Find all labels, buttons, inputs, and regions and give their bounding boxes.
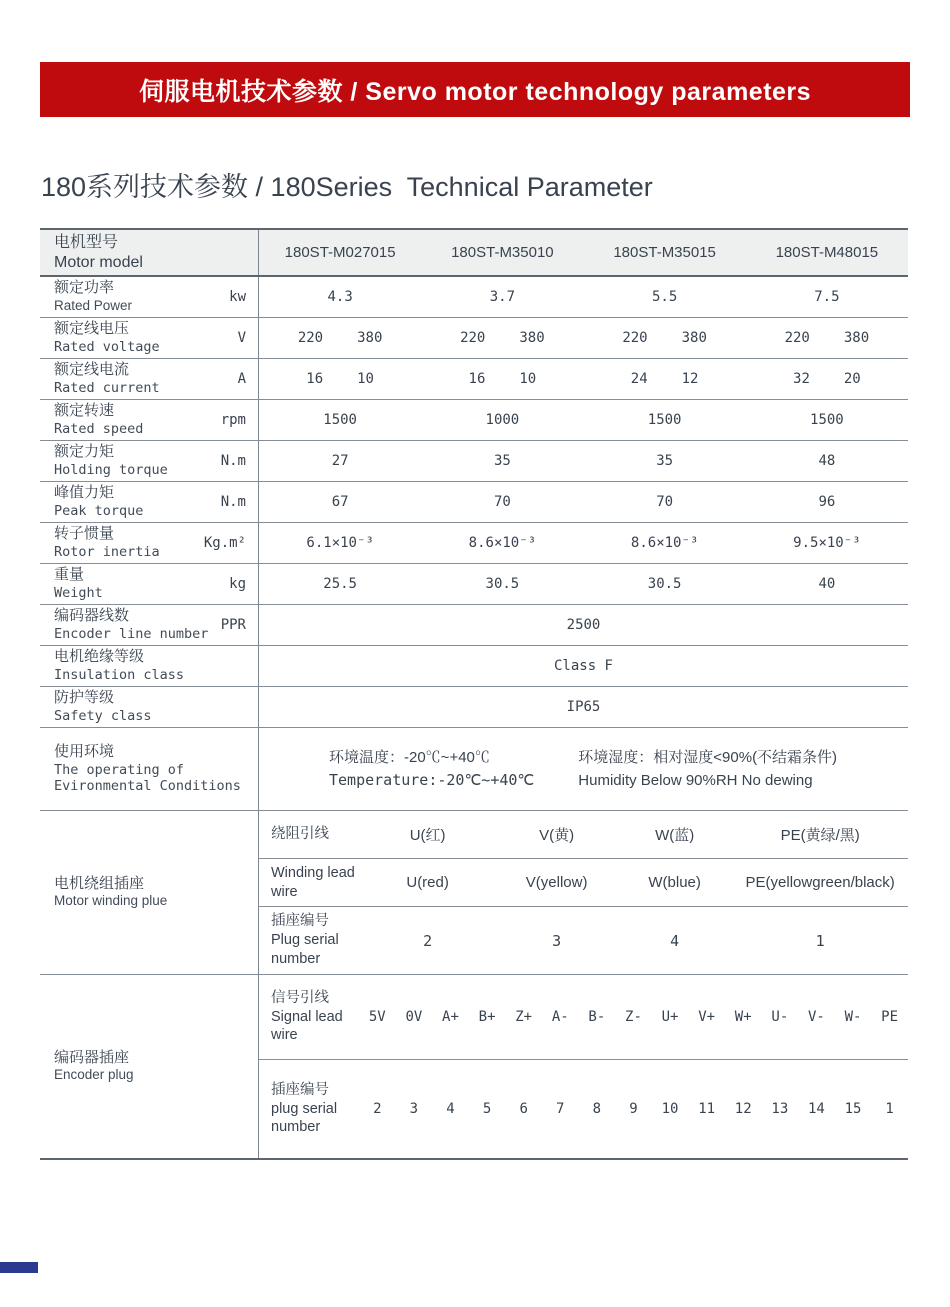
value-cell: 9.5×10⁻³ (793, 535, 861, 551)
row-label-cell (40, 646, 259, 686)
encoder-signal-row (259, 975, 908, 1060)
value-a: 220 (622, 330, 648, 346)
row-label-zh: 峰值力矩 (54, 484, 115, 502)
footer-page-marker (0, 1262, 38, 1273)
serial-value: 13 (771, 1101, 789, 1117)
winding-serial-label-zh: 插座编号 (271, 913, 329, 930)
environment-content (259, 728, 908, 810)
value-cell: 25.5 (323, 576, 357, 592)
table-row-holding-torque (40, 441, 908, 482)
value-cell (421, 371, 583, 387)
row-label-zh: 使用环境 (54, 742, 115, 760)
row-label-en: Peak torque (54, 502, 144, 519)
serial-value: 2 (423, 931, 433, 950)
encoder-content (259, 975, 908, 1158)
signal-value: B- (588, 1009, 606, 1025)
section-label-cell (40, 975, 259, 1158)
value-b: 380 (843, 330, 870, 346)
signal-value: 5V (368, 1009, 386, 1025)
row-label-zh: 防护等级 (54, 689, 115, 707)
value-a: 16 (468, 371, 486, 387)
winding-wire-label-zh: 绕阻引线 (271, 826, 329, 843)
model-name: 180ST-M48015 (775, 244, 879, 261)
value-cell (746, 371, 908, 387)
encoder-serial-label-zh: 插座编号 (271, 1081, 329, 1098)
winding-serial-label (259, 912, 359, 969)
row-label-zh: 重量 (54, 566, 85, 584)
section-label-zh: 电机绕组插座 (54, 874, 145, 892)
row-label-zh: 额定转速 (54, 402, 115, 420)
header-label-cell (40, 230, 259, 275)
value-cell: 48 (818, 453, 836, 469)
value-cell: 96 (818, 494, 836, 510)
value-cell: 7.5 (814, 289, 840, 305)
value-cell: 35 (493, 453, 511, 469)
row-values (259, 400, 908, 440)
header-label-zh: 电机型号 (54, 233, 119, 251)
wire-value: W(blue) (648, 874, 701, 891)
value-cell: 8.6×10⁻³ (468, 535, 537, 551)
value-cell: 1500 (810, 412, 844, 428)
row-label-cell (40, 564, 259, 604)
row-label-zh: 额定线电压 (54, 320, 130, 338)
value-cell: 1500 (323, 412, 357, 428)
value-b: 20 (843, 371, 861, 387)
value-a: 220 (784, 330, 810, 346)
value-a: 220 (460, 330, 486, 346)
span-value: IP65 (566, 699, 601, 715)
value-cell: 3.7 (489, 289, 516, 305)
row-values (259, 564, 908, 604)
serial-value: 6 (519, 1101, 528, 1117)
value-b: 380 (519, 330, 545, 346)
span-value: 2500 (566, 617, 601, 633)
table-row-weight (40, 564, 908, 605)
value-b: 380 (357, 330, 383, 346)
serial-value: 4 (670, 931, 680, 950)
humidity-zh: 环境湿度：相对湿度<90%(不结霜条件) (578, 748, 838, 766)
row-values (259, 605, 908, 645)
serial-value: 7 (556, 1101, 565, 1117)
row-label-en: Rotor inertia (54, 543, 160, 560)
table-row-encoder-lines (40, 605, 908, 646)
row-label-cell (40, 441, 259, 481)
row-unit: rpm (220, 412, 246, 428)
value-cell (584, 371, 746, 387)
value-cell: 30.5 (485, 576, 520, 592)
value-cell: 8.6×10⁻³ (630, 535, 699, 551)
signal-value: U+ (661, 1009, 679, 1025)
row-label-cell (40, 523, 259, 563)
row-values (259, 646, 908, 686)
row-unit: N.m (220, 494, 246, 510)
row-label-en: Safety class (54, 707, 152, 724)
table-header-row (40, 230, 908, 277)
value-cell (746, 330, 908, 346)
row-label-cell (40, 359, 259, 399)
spec-table (40, 228, 908, 1160)
table-row-rated-current (40, 359, 908, 400)
wire-value: W(蓝) (655, 827, 695, 844)
section-label-en: Motor winding plue (54, 893, 168, 909)
row-label-zh: 额定功率 (54, 279, 115, 297)
table-section-encoder-plug (40, 975, 908, 1158)
signal-value: B+ (478, 1009, 496, 1025)
row-label-en: Holding torque (54, 461, 168, 478)
table-row-environment (40, 728, 908, 811)
table-row-rotor-inertia (40, 523, 908, 564)
model-name: 180ST-M35010 (451, 244, 554, 261)
serial-value: 9 (629, 1101, 638, 1117)
value-cell: 67 (331, 494, 349, 510)
wire-value: PE(yellowgreen/black) (745, 874, 895, 891)
serial-value: 14 (807, 1101, 825, 1117)
serial-value: 1 (815, 931, 825, 950)
encoder-signal-label-zh: 信号引线 (271, 989, 329, 1006)
encoder-signal-label-en: Signal lead wire (271, 1008, 343, 1044)
signal-value: PE (881, 1009, 899, 1025)
table-row-rated-voltage (40, 318, 908, 359)
row-label-en: Rated Power (54, 297, 133, 313)
section-label-zh: 编码器插座 (54, 1048, 130, 1066)
value-a: 16 (306, 371, 324, 387)
section-banner (40, 62, 910, 117)
encoder-signal-label (259, 989, 359, 1046)
humidity-en: Humidity Below 90%RH No dewing (578, 772, 813, 789)
signal-value: 0V (405, 1009, 423, 1025)
model-name: 180ST-M027015 (284, 244, 396, 261)
encoder-serial-label (259, 1081, 359, 1138)
banner-title: 伺服电机技术参数 / Servo motor technology parameters (138, 77, 812, 106)
serial-value: 5 (482, 1101, 492, 1117)
value-cell (259, 371, 421, 387)
winding-wire-row-zh (259, 811, 908, 859)
signal-value: W+ (734, 1009, 752, 1025)
serial-value: 1 (885, 1101, 894, 1117)
section-label-en: Encoder plug (54, 1067, 134, 1083)
value-cell: 40 (818, 576, 836, 592)
row-label-en: Rated voltage (54, 338, 160, 355)
row-values (259, 277, 908, 317)
row-label-zh: 转子惯量 (54, 525, 115, 543)
value-cell (421, 330, 583, 346)
row-label-en-line2: Evironmental Conditions (54, 778, 241, 795)
row-values (259, 523, 908, 563)
value-b: 12 (681, 371, 699, 387)
signal-value: W- (844, 1009, 862, 1025)
winding-wire-values-zh (359, 824, 908, 845)
serial-value: 2 (373, 1101, 382, 1117)
row-values (259, 441, 908, 481)
signal-value: Z+ (515, 1009, 533, 1025)
winding-serial-row (259, 907, 908, 974)
serial-value: 12 (734, 1101, 752, 1117)
row-values (259, 318, 908, 358)
model-columns (259, 230, 908, 275)
row-label-cell (40, 318, 259, 358)
signal-value: U- (771, 1009, 789, 1025)
row-label-en: Rated current (54, 379, 160, 396)
temperature-zh: 环境温度：-20℃~+40℃ (329, 748, 490, 766)
row-unit: N.m (220, 453, 246, 469)
serial-value: 11 (698, 1101, 716, 1117)
value-cell: 35 (656, 453, 674, 469)
wire-value: PE(黄绿/黑) (780, 827, 860, 844)
page-title: 180系列技术参数 / 180Series Technical Parameter (41, 172, 653, 202)
signal-value: A+ (442, 1009, 459, 1025)
row-label-en: Insulation class (54, 666, 185, 683)
value-b: 10 (357, 371, 374, 387)
model-name: 180ST-M35015 (613, 244, 716, 261)
row-label-en-line1: The operating of (54, 761, 185, 778)
row-label-zh: 额定线电流 (54, 361, 130, 379)
humidity-block (578, 746, 837, 793)
serial-value: 3 (409, 1101, 419, 1117)
row-label-en: Encoder line number (54, 625, 209, 642)
table-row-insulation-class (40, 646, 908, 687)
row-unit: kw (229, 289, 246, 305)
value-b: 10 (519, 371, 537, 387)
serial-value: 15 (844, 1101, 862, 1117)
row-label-cell (40, 605, 259, 645)
signal-value: V+ (698, 1009, 716, 1025)
signal-value: Z- (625, 1009, 642, 1025)
wire-value: V(yellow) (525, 874, 588, 891)
serial-value: 8 (592, 1101, 602, 1117)
value-cell (259, 330, 421, 346)
temperature-en: Temperature:-20℃~+40℃ (329, 771, 535, 789)
row-values (259, 687, 908, 727)
value-a: 24 (630, 371, 648, 387)
value-cell: 5.5 (651, 289, 678, 305)
value-cell: 6.1×10⁻³ (306, 535, 374, 551)
value-cell: 70 (656, 494, 674, 510)
value-cell: 70 (493, 494, 511, 510)
encoder-serial-row (259, 1060, 908, 1158)
table-row-peak-torque (40, 482, 908, 523)
encoder-signal-values (359, 1009, 908, 1025)
winding-serial-values (359, 932, 908, 950)
row-values (259, 482, 908, 522)
row-unit: Kg.m² (203, 535, 246, 551)
value-cell: 1000 (485, 412, 520, 428)
value-b: 380 (681, 330, 707, 346)
section-label-cell (40, 811, 259, 974)
value-a: 32 (793, 371, 810, 387)
winding-wire-label-en: Winding lead wire (271, 864, 355, 900)
header-label-en: Motor model (54, 253, 143, 271)
winding-wire-row-en (259, 859, 908, 907)
encoder-serial-label-en: plug serial number (271, 1100, 338, 1136)
row-label-cell (40, 277, 259, 317)
value-a: 220 (297, 330, 324, 346)
wire-value: U(红) (409, 827, 446, 844)
row-label-zh: 编码器线数 (54, 607, 130, 625)
value-cell: 27 (331, 453, 349, 469)
winding-serial-label-en: Plug serial number (271, 932, 339, 967)
winding-content (259, 811, 908, 974)
row-unit: PPR (220, 617, 246, 633)
wire-value: U(red) (406, 874, 449, 891)
signal-value: A- (551, 1009, 569, 1025)
row-label-en: Weight (54, 584, 103, 601)
row-unit: A (237, 371, 246, 387)
row-unit: V (237, 330, 246, 346)
row-label-zh: 额定力矩 (54, 443, 115, 461)
row-label-cell (40, 687, 259, 727)
winding-wire-values-en (359, 874, 908, 891)
row-label-cell (40, 728, 259, 810)
wire-value: V(黄) (539, 827, 575, 844)
signal-value: V- (807, 1009, 825, 1025)
row-label-cell (40, 400, 259, 440)
row-label-cell (40, 482, 259, 522)
serial-value: 3 (552, 931, 562, 950)
row-values (259, 359, 908, 399)
value-cell (584, 330, 746, 346)
value-cell: 1500 (647, 412, 682, 428)
table-section-winding-plug (40, 811, 908, 975)
temperature-block (329, 746, 534, 793)
table-row-safety-class (40, 687, 908, 728)
row-unit: kg (229, 576, 246, 592)
table-row-rated-power (40, 277, 908, 318)
serial-value: 10 (661, 1101, 679, 1117)
row-label-en: Rated speed (54, 420, 144, 437)
serial-value: 4 (446, 1101, 455, 1117)
value-cell: 4.3 (327, 289, 353, 305)
span-value: Class F (553, 658, 613, 674)
row-label-zh: 电机绝缘等级 (54, 648, 145, 666)
value-cell: 30.5 (647, 576, 682, 592)
table-row-rated-speed (40, 400, 908, 441)
encoder-serial-values (359, 1101, 908, 1117)
